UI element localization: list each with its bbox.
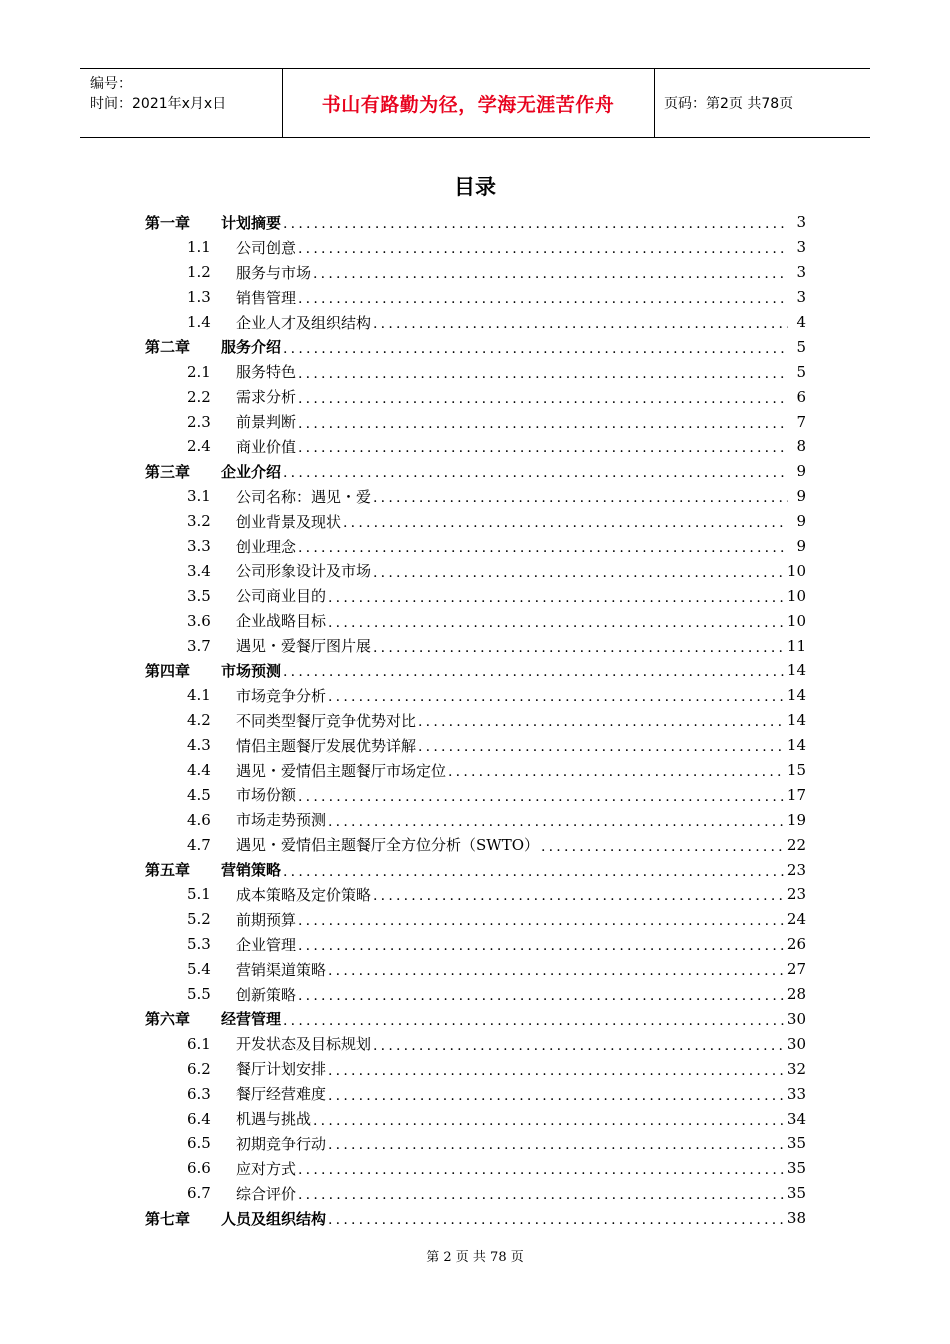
- toc-chapter-entry[interactable]: [145, 1007, 806, 1032]
- toc-entry-page: 3: [796, 288, 806, 307]
- toc-section-entry[interactable]: [145, 484, 806, 509]
- toc-entry-label: 企业战略目标: [236, 612, 327, 631]
- toc-section-entry[interactable]: [145, 1131, 806, 1156]
- toc-section-entry[interactable]: [145, 583, 806, 608]
- toc-section-entry[interactable]: [145, 733, 806, 758]
- toc-entry-page: 4: [796, 313, 806, 331]
- toc-entry-label: 公司商业目的: [236, 587, 327, 606]
- toc-entry-number: 4.4: [187, 761, 211, 780]
- toc-section-entry[interactable]: [145, 1031, 806, 1056]
- page-header: [80, 68, 870, 138]
- toc-entry-page: 14: [786, 711, 806, 730]
- toc-entry-label: 初期竞争行动: [236, 1134, 327, 1153]
- toc-section-entry[interactable]: [145, 633, 806, 658]
- toc-entry-number: 2.4: [187, 437, 211, 456]
- toc-entry-page: 7: [796, 412, 806, 431]
- toc-entry-label: 企业人才及组织结构: [236, 313, 372, 332]
- toc-entry-number: 第五章: [145, 861, 191, 880]
- toc-entry-page: 23: [786, 860, 806, 879]
- toc-entry-label: 服务特色: [236, 363, 297, 382]
- toc-entry-label: 市场竞争分析: [236, 686, 327, 705]
- toc-section-entry[interactable]: [145, 832, 806, 857]
- toc-entry-page: 17: [786, 785, 806, 804]
- table-of-contents: [145, 210, 806, 1231]
- toc-leader-dots: [328, 963, 785, 979]
- toc-entry-number: 2.1: [187, 362, 211, 381]
- header-page-info: 页码：第2页 共78页: [664, 96, 794, 112]
- toc-entry-label: 公司形象设计及市场: [236, 562, 372, 581]
- header-page-cell: [654, 69, 870, 137]
- toc-title: 目录: [454, 175, 496, 199]
- toc-entry-label: 创新策略: [236, 985, 297, 1004]
- header-motto: 书山有路勤为径，学海无涯苦作舟: [321, 93, 615, 116]
- toc-entry-number: 3.7: [187, 636, 211, 655]
- toc-entry-number: 6.4: [187, 1109, 211, 1128]
- toc-chapter-entry[interactable]: [145, 658, 806, 683]
- toc-entry-label: 市场份额: [236, 786, 297, 805]
- toc-section-entry[interactable]: [145, 558, 806, 583]
- toc-entry-page: 35: [786, 1134, 806, 1153]
- toc-leader-dots: [373, 565, 785, 581]
- toc-entry-number: 第一章: [145, 213, 191, 232]
- toc-leader-dots: [283, 1013, 785, 1029]
- toc-entry-number: 4.7: [187, 835, 211, 854]
- toc-entry-page: 23: [786, 885, 806, 904]
- toc-entry-label: 公司名称：遇见・爱: [236, 487, 372, 506]
- toc-entry-page: 3: [796, 238, 806, 257]
- toc-section-entry[interactable]: [145, 235, 806, 260]
- toc-entry-page: 34: [786, 1109, 806, 1128]
- toc-entry-page: 35: [786, 1184, 806, 1203]
- toc-entry-number: 4.3: [187, 736, 211, 755]
- toc-leader-dots: [328, 1212, 785, 1228]
- toc-section-entry[interactable]: [145, 359, 806, 384]
- toc-entry-page: 28: [786, 985, 806, 1004]
- toc-section-entry[interactable]: [145, 982, 806, 1007]
- toc-leader-dots: [328, 814, 785, 830]
- toc-leader-dots: [298, 988, 785, 1004]
- page-footer: 第 2 页 共 78 页: [426, 1250, 524, 1265]
- toc-entry-number: 1.4: [187, 313, 211, 331]
- toc-section-entry[interactable]: [145, 758, 806, 783]
- toc-entry-page: 3: [796, 213, 806, 232]
- toc-entry-label: 遇见・爱餐厅图片展: [236, 637, 372, 656]
- toc-entry-label: 市场预测: [221, 661, 282, 680]
- toc-entry-label: 销售管理: [236, 288, 297, 307]
- toc-entry-number: 3.3: [187, 537, 211, 556]
- toc-entry-number: 6.3: [187, 1084, 211, 1103]
- toc-entry-page: 9: [796, 487, 806, 506]
- toc-leader-dots: [328, 689, 785, 705]
- toc-leader-dots: [418, 714, 785, 730]
- toc-entry-number: 第二章: [145, 338, 191, 357]
- toc-entry-page: 32: [786, 1059, 806, 1078]
- toc-entry-page: 15: [786, 761, 806, 780]
- toc-entry-page: 22: [786, 835, 806, 854]
- toc-leader-dots: [283, 216, 788, 232]
- toc-entry-number: 4.5: [187, 785, 211, 804]
- toc-leader-dots: [373, 490, 788, 506]
- toc-leader-dots: [328, 1063, 785, 1079]
- toc-entry-page: 8: [796, 437, 806, 456]
- toc-entry-label: 企业管理: [236, 935, 297, 954]
- toc-chapter-entry[interactable]: [145, 1206, 806, 1231]
- toc-leader-dots: [298, 391, 788, 407]
- toc-entry-number: 2.2: [187, 387, 211, 406]
- toc-leader-dots: [373, 1038, 785, 1054]
- toc-leader-dots: [343, 515, 788, 531]
- toc-section-entry[interactable]: [145, 1181, 806, 1206]
- toc-entry-label: 不同类型餐厅竞争优势对比: [236, 711, 417, 730]
- toc-leader-dots: [298, 440, 788, 456]
- toc-entry-page: 30: [786, 1009, 806, 1028]
- toc-entry-number: 5.1: [187, 885, 211, 904]
- toc-section-entry[interactable]: [145, 957, 806, 982]
- toc-section-entry[interactable]: [145, 807, 806, 832]
- toc-leader-dots: [298, 366, 788, 382]
- toc-section-entry[interactable]: [145, 534, 806, 559]
- toc-leader-dots: [298, 540, 788, 556]
- toc-entry-page: 11: [786, 636, 806, 655]
- toc-leader-dots: [328, 1137, 785, 1153]
- toc-section-entry[interactable]: [145, 1081, 806, 1106]
- toc-entry-page: 9: [796, 537, 806, 556]
- toc-entry-number: 3.2: [187, 512, 211, 531]
- toc-entry-number: 3.4: [187, 561, 211, 580]
- toc-leader-dots: [298, 1162, 785, 1178]
- toc-entry-page: 30: [786, 1034, 806, 1053]
- toc-entry-number: 4.6: [187, 810, 211, 829]
- toc-entry-page: 27: [786, 960, 806, 979]
- toc-entry-number: 6.2: [187, 1059, 211, 1078]
- toc-leader-dots: [298, 913, 785, 929]
- toc-entry-label: 开发状态及目标规划: [236, 1035, 372, 1054]
- toc-leader-dots: [313, 1113, 785, 1129]
- toc-leader-dots: [313, 266, 788, 282]
- toc-entry-label: 遇见・爱情侣主题餐厅全方位分析（SWTO）: [236, 836, 539, 855]
- toc-entry-page: 14: [786, 736, 806, 755]
- toc-chapter-entry[interactable]: [145, 459, 806, 484]
- header-meta: [80, 69, 283, 137]
- toc-section-entry[interactable]: [145, 932, 806, 957]
- toc-entry-number: 4.1: [187, 686, 211, 705]
- toc-section-entry[interactable]: [145, 708, 806, 733]
- toc-section-entry[interactable]: [145, 409, 806, 434]
- toc-entry-number: 6.1: [187, 1034, 211, 1053]
- toc-entry-page: 5: [796, 337, 806, 356]
- toc-entry-number: 4.2: [187, 711, 211, 730]
- toc-entry-label: 创业背景及现状: [236, 512, 342, 531]
- toc-entry-label: 情侣主题餐厅发展优势详解: [236, 736, 417, 755]
- toc-entry-label: 遇见・爱情侣主题餐厅市场定位: [236, 761, 447, 780]
- toc-section-entry[interactable]: [145, 1156, 806, 1181]
- toc-entry-label: 商业价值: [236, 437, 297, 456]
- toc-section-entry[interactable]: [145, 907, 806, 932]
- toc-leader-dots: [283, 465, 788, 481]
- toc-entry-label: 营销策略: [221, 861, 282, 880]
- toc-entry-label: 应对方式: [236, 1159, 297, 1178]
- toc-leader-dots: [328, 590, 785, 606]
- toc-leader-dots: [298, 241, 788, 257]
- toc-entry-page: 10: [786, 611, 806, 630]
- toc-entry-number: 6.7: [187, 1184, 211, 1203]
- toc-leader-dots: [298, 789, 785, 805]
- toc-entry-page: 9: [796, 462, 806, 481]
- toc-entry-number: 3.6: [187, 611, 211, 630]
- toc-entry-label: 综合评价: [236, 1184, 297, 1203]
- serial-number-label: 编号：: [90, 76, 132, 92]
- toc-leader-dots: [373, 640, 785, 656]
- toc-section-entry[interactable]: [145, 285, 806, 310]
- toc-leader-dots: [283, 864, 785, 880]
- toc-entry-page: 35: [786, 1159, 806, 1178]
- toc-entry-number: 6.5: [187, 1134, 211, 1153]
- toc-entry-label: 经营管理: [221, 1010, 282, 1029]
- toc-section-entry[interactable]: [145, 1056, 806, 1081]
- toc-entry-number: 第四章: [145, 661, 191, 680]
- toc-section-entry[interactable]: [145, 1106, 806, 1131]
- toc-entry-label: 服务与市场: [236, 263, 312, 282]
- toc-entry-number: 第七章: [145, 1209, 191, 1228]
- toc-entry-page: 9: [796, 512, 806, 531]
- toc-leader-dots: [373, 888, 785, 904]
- toc-entry-label: 创业理念: [236, 537, 297, 556]
- toc-leader-dots: [298, 416, 788, 432]
- toc-entry-number: 第六章: [145, 1010, 191, 1029]
- toc-entry-label: 服务介绍: [221, 338, 282, 357]
- toc-entry-label: 公司创意: [236, 238, 297, 257]
- toc-entry-number: 3.1: [187, 487, 211, 506]
- toc-leader-dots: [328, 1088, 785, 1104]
- toc-entry-number: 1.2: [187, 263, 211, 282]
- date-label: 时间：2021年x月x日: [90, 96, 227, 112]
- toc-entry-number: 5.2: [187, 910, 211, 929]
- toc-section-entry[interactable]: [145, 434, 806, 459]
- toc-leader-dots: [373, 316, 788, 332]
- toc-section-entry[interactable]: [145, 782, 806, 807]
- toc-entry-number: 2.3: [187, 412, 211, 431]
- toc-leader-dots: [298, 291, 788, 307]
- toc-entry-number: 第三章: [145, 462, 191, 481]
- toc-section-entry[interactable]: [145, 509, 806, 534]
- toc-leader-dots: [283, 664, 785, 680]
- toc-section-entry[interactable]: [145, 882, 806, 907]
- toc-entry-number: 5.5: [187, 985, 211, 1004]
- header-motto-cell: [282, 69, 655, 137]
- toc-entry-number: 5.4: [187, 960, 211, 979]
- toc-section-entry[interactable]: [145, 260, 806, 285]
- toc-entry-number: 6.6: [187, 1159, 211, 1178]
- toc-entry-page: 19: [786, 810, 806, 829]
- toc-entry-label: 餐厅经营难度: [236, 1085, 327, 1104]
- toc-leader-dots: [448, 764, 785, 780]
- toc-entry-label: 企业介绍: [221, 462, 282, 481]
- toc-entry-label: 前期预算: [236, 910, 297, 929]
- toc-entry-page: 6: [796, 387, 806, 406]
- toc-entry-page: 10: [786, 586, 806, 605]
- toc-entry-page: 24: [786, 910, 806, 929]
- toc-entry-label: 计划摘要: [221, 213, 282, 232]
- toc-leader-dots: [541, 839, 785, 855]
- toc-entry-label: 餐厅计划安排: [236, 1060, 327, 1079]
- toc-entry-label: 前景判断: [236, 413, 297, 432]
- toc-entry-number: 3.5: [187, 586, 211, 605]
- toc-entry-label: 需求分析: [236, 388, 297, 407]
- toc-entry-label: 成本策略及定价策略: [236, 885, 372, 904]
- toc-chapter-entry[interactable]: [145, 210, 806, 235]
- toc-entry-number: 5.3: [187, 935, 211, 954]
- toc-entry-page: 33: [786, 1084, 806, 1103]
- toc-entry-label: 人员及组织结构: [221, 1209, 327, 1228]
- toc-entry-page: 10: [786, 561, 806, 580]
- toc-entry-page: 3: [796, 263, 806, 282]
- toc-entry-label: 机遇与挑战: [236, 1110, 312, 1128]
- toc-entry-page: 14: [786, 661, 806, 680]
- toc-entry-page: 38: [786, 1209, 806, 1228]
- toc-section-entry[interactable]: [145, 310, 806, 335]
- toc-entry-page: 14: [786, 686, 806, 705]
- toc-section-entry[interactable]: [145, 683, 806, 708]
- toc-leader-dots: [328, 615, 785, 631]
- toc-section-entry[interactable]: [145, 384, 806, 409]
- toc-entry-number: 1.3: [187, 288, 211, 307]
- toc-leader-dots: [283, 341, 788, 357]
- toc-leader-dots: [418, 739, 785, 755]
- toc-entry-label: 市场走势预测: [236, 811, 327, 830]
- toc-leader-dots: [298, 938, 785, 954]
- toc-leader-dots: [298, 1187, 785, 1203]
- toc-entry-page: 5: [796, 362, 806, 381]
- toc-chapter-entry[interactable]: [145, 334, 806, 359]
- toc-chapter-entry[interactable]: [145, 857, 806, 882]
- toc-entry-page: 26: [786, 935, 806, 954]
- toc-entry-label: 营销渠道策略: [236, 960, 327, 979]
- toc-entry-number: 1.1: [187, 238, 211, 257]
- toc-section-entry[interactable]: [145, 608, 806, 633]
